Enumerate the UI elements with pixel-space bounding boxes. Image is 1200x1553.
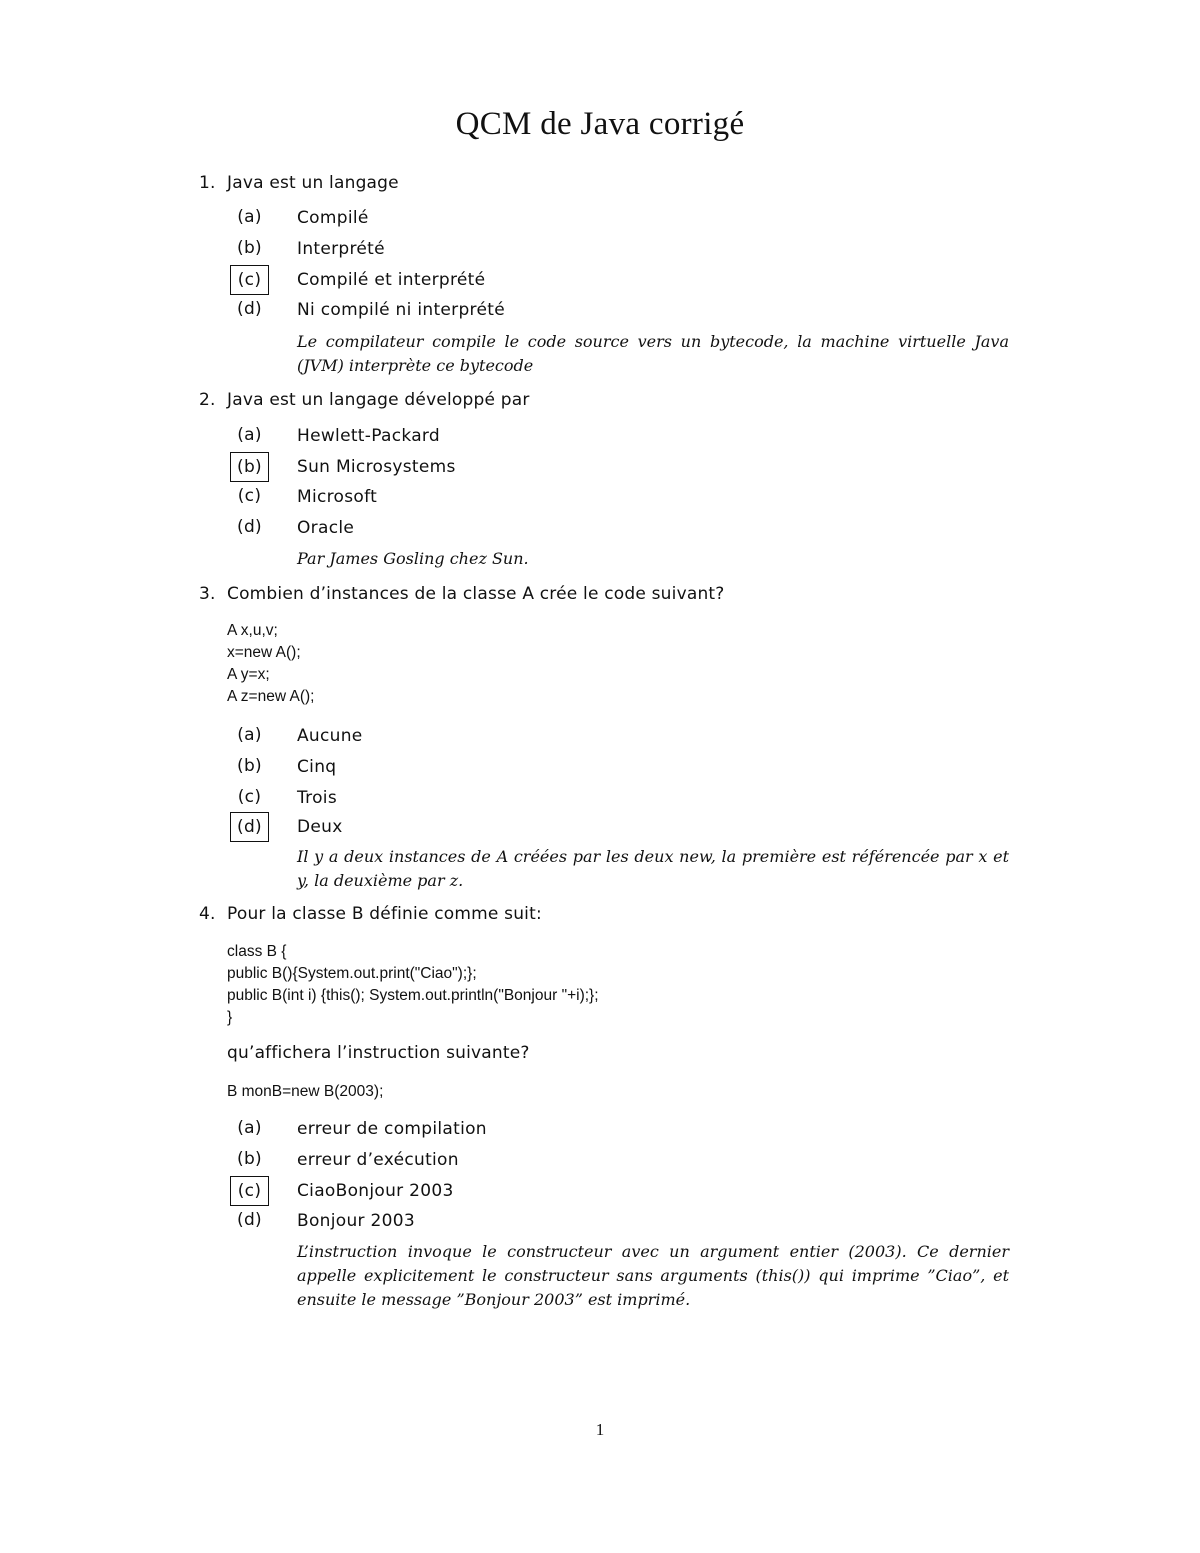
option-label: (d) bbox=[237, 299, 262, 319]
correct-option-label: (b) bbox=[230, 452, 269, 482]
correct-option-label: (c) bbox=[230, 265, 269, 295]
option-text: Aucune bbox=[297, 726, 363, 746]
question-number: 3. bbox=[199, 584, 216, 604]
code-line: } bbox=[227, 1009, 233, 1026]
option-text: Hewlett-Packard bbox=[297, 426, 440, 446]
explanation: Il y a deux instances de A créées par les deux new, la première est référencée par x et y, la deuxième par z. bbox=[297, 847, 1009, 890]
option-text: Bonjour 2003 bbox=[297, 1211, 415, 1231]
option-label: (d) bbox=[237, 517, 262, 537]
code-line: class B { bbox=[227, 943, 287, 960]
code-block bbox=[227, 941, 599, 1029]
correct-option-label: (d) bbox=[230, 812, 269, 842]
option-text: Microsoft bbox=[297, 487, 378, 507]
option-text: Cinq bbox=[297, 757, 337, 777]
followup-text: qu’affichera l’instruction suivante? bbox=[227, 1043, 530, 1063]
explanation: Par James Gosling chez Sun. bbox=[297, 549, 529, 568]
question-number: 4. bbox=[199, 904, 216, 924]
code-line: x=new A(); bbox=[227, 644, 301, 661]
option-text: Ni compilé ni interprété bbox=[297, 300, 505, 320]
question-number: 2. bbox=[199, 390, 216, 410]
option-label: (c) bbox=[237, 787, 262, 807]
option-text: Trois bbox=[297, 788, 337, 808]
question-text: Pour la classe B définie comme suit: bbox=[227, 904, 542, 924]
code-line: public B(int i) {this(); System.out.println("Bonjour "+i);}; bbox=[227, 987, 599, 1004]
code-line: B monB=new B(2003); bbox=[227, 1083, 384, 1100]
option-label: (c) bbox=[237, 486, 262, 506]
page-number: 1 bbox=[595, 1420, 605, 1439]
option-label: (a) bbox=[237, 207, 262, 227]
option-text: erreur d’exécution bbox=[297, 1150, 459, 1170]
option-text: Compilé bbox=[297, 208, 369, 228]
option-text: Sun Microsystems bbox=[297, 457, 456, 477]
code-line: A y=x; bbox=[227, 666, 270, 683]
option-text: CiaoBonjour 2003 bbox=[297, 1181, 454, 1201]
option-text: erreur de compilation bbox=[297, 1119, 487, 1139]
page-title: QCM de Java corrigé bbox=[455, 106, 745, 142]
code-line: A x,u,v; bbox=[227, 622, 278, 639]
option-label: (b) bbox=[237, 1149, 262, 1169]
explanation: Le compilateur compile le code source vers un bytecode, la machine virtuelle Java (JVM) interprète ce bytecode bbox=[297, 332, 1009, 375]
question-text: Java est un langage développé par bbox=[227, 390, 530, 410]
option-text: Deux bbox=[297, 817, 343, 837]
option-label: (a) bbox=[237, 1118, 262, 1138]
instruction-code bbox=[227, 1081, 383, 1103]
explanation: L’instruction invoque le constructeur avec un argument entier (2003). Ce dernier appelle explicitement le constructeur sans arguments (this()) qui imprime ”Ciao”, et ensuite le message ”Bonjour 2003” est imprimé. bbox=[297, 1242, 1009, 1309]
code-line: public B(){System.out.print("Ciao");}; bbox=[227, 965, 477, 982]
correct-option-label: (c) bbox=[230, 1176, 269, 1206]
option-label: (a) bbox=[237, 425, 262, 445]
option-label: (b) bbox=[237, 756, 262, 776]
code-block bbox=[227, 620, 314, 708]
question-text: Java est un langage bbox=[227, 173, 399, 193]
option-label: (a) bbox=[237, 725, 262, 745]
option-text: Compilé et interprété bbox=[297, 270, 486, 290]
option-text: Oracle bbox=[297, 518, 355, 538]
option-label: (b) bbox=[237, 238, 262, 258]
option-text: Interprété bbox=[297, 239, 385, 259]
code-line: A z=new A(); bbox=[227, 688, 315, 705]
option-label: (d) bbox=[237, 1210, 262, 1230]
question-number: 1. bbox=[199, 173, 216, 193]
question-text: Combien d’instances de la classe A crée le code suivant? bbox=[227, 584, 725, 604]
